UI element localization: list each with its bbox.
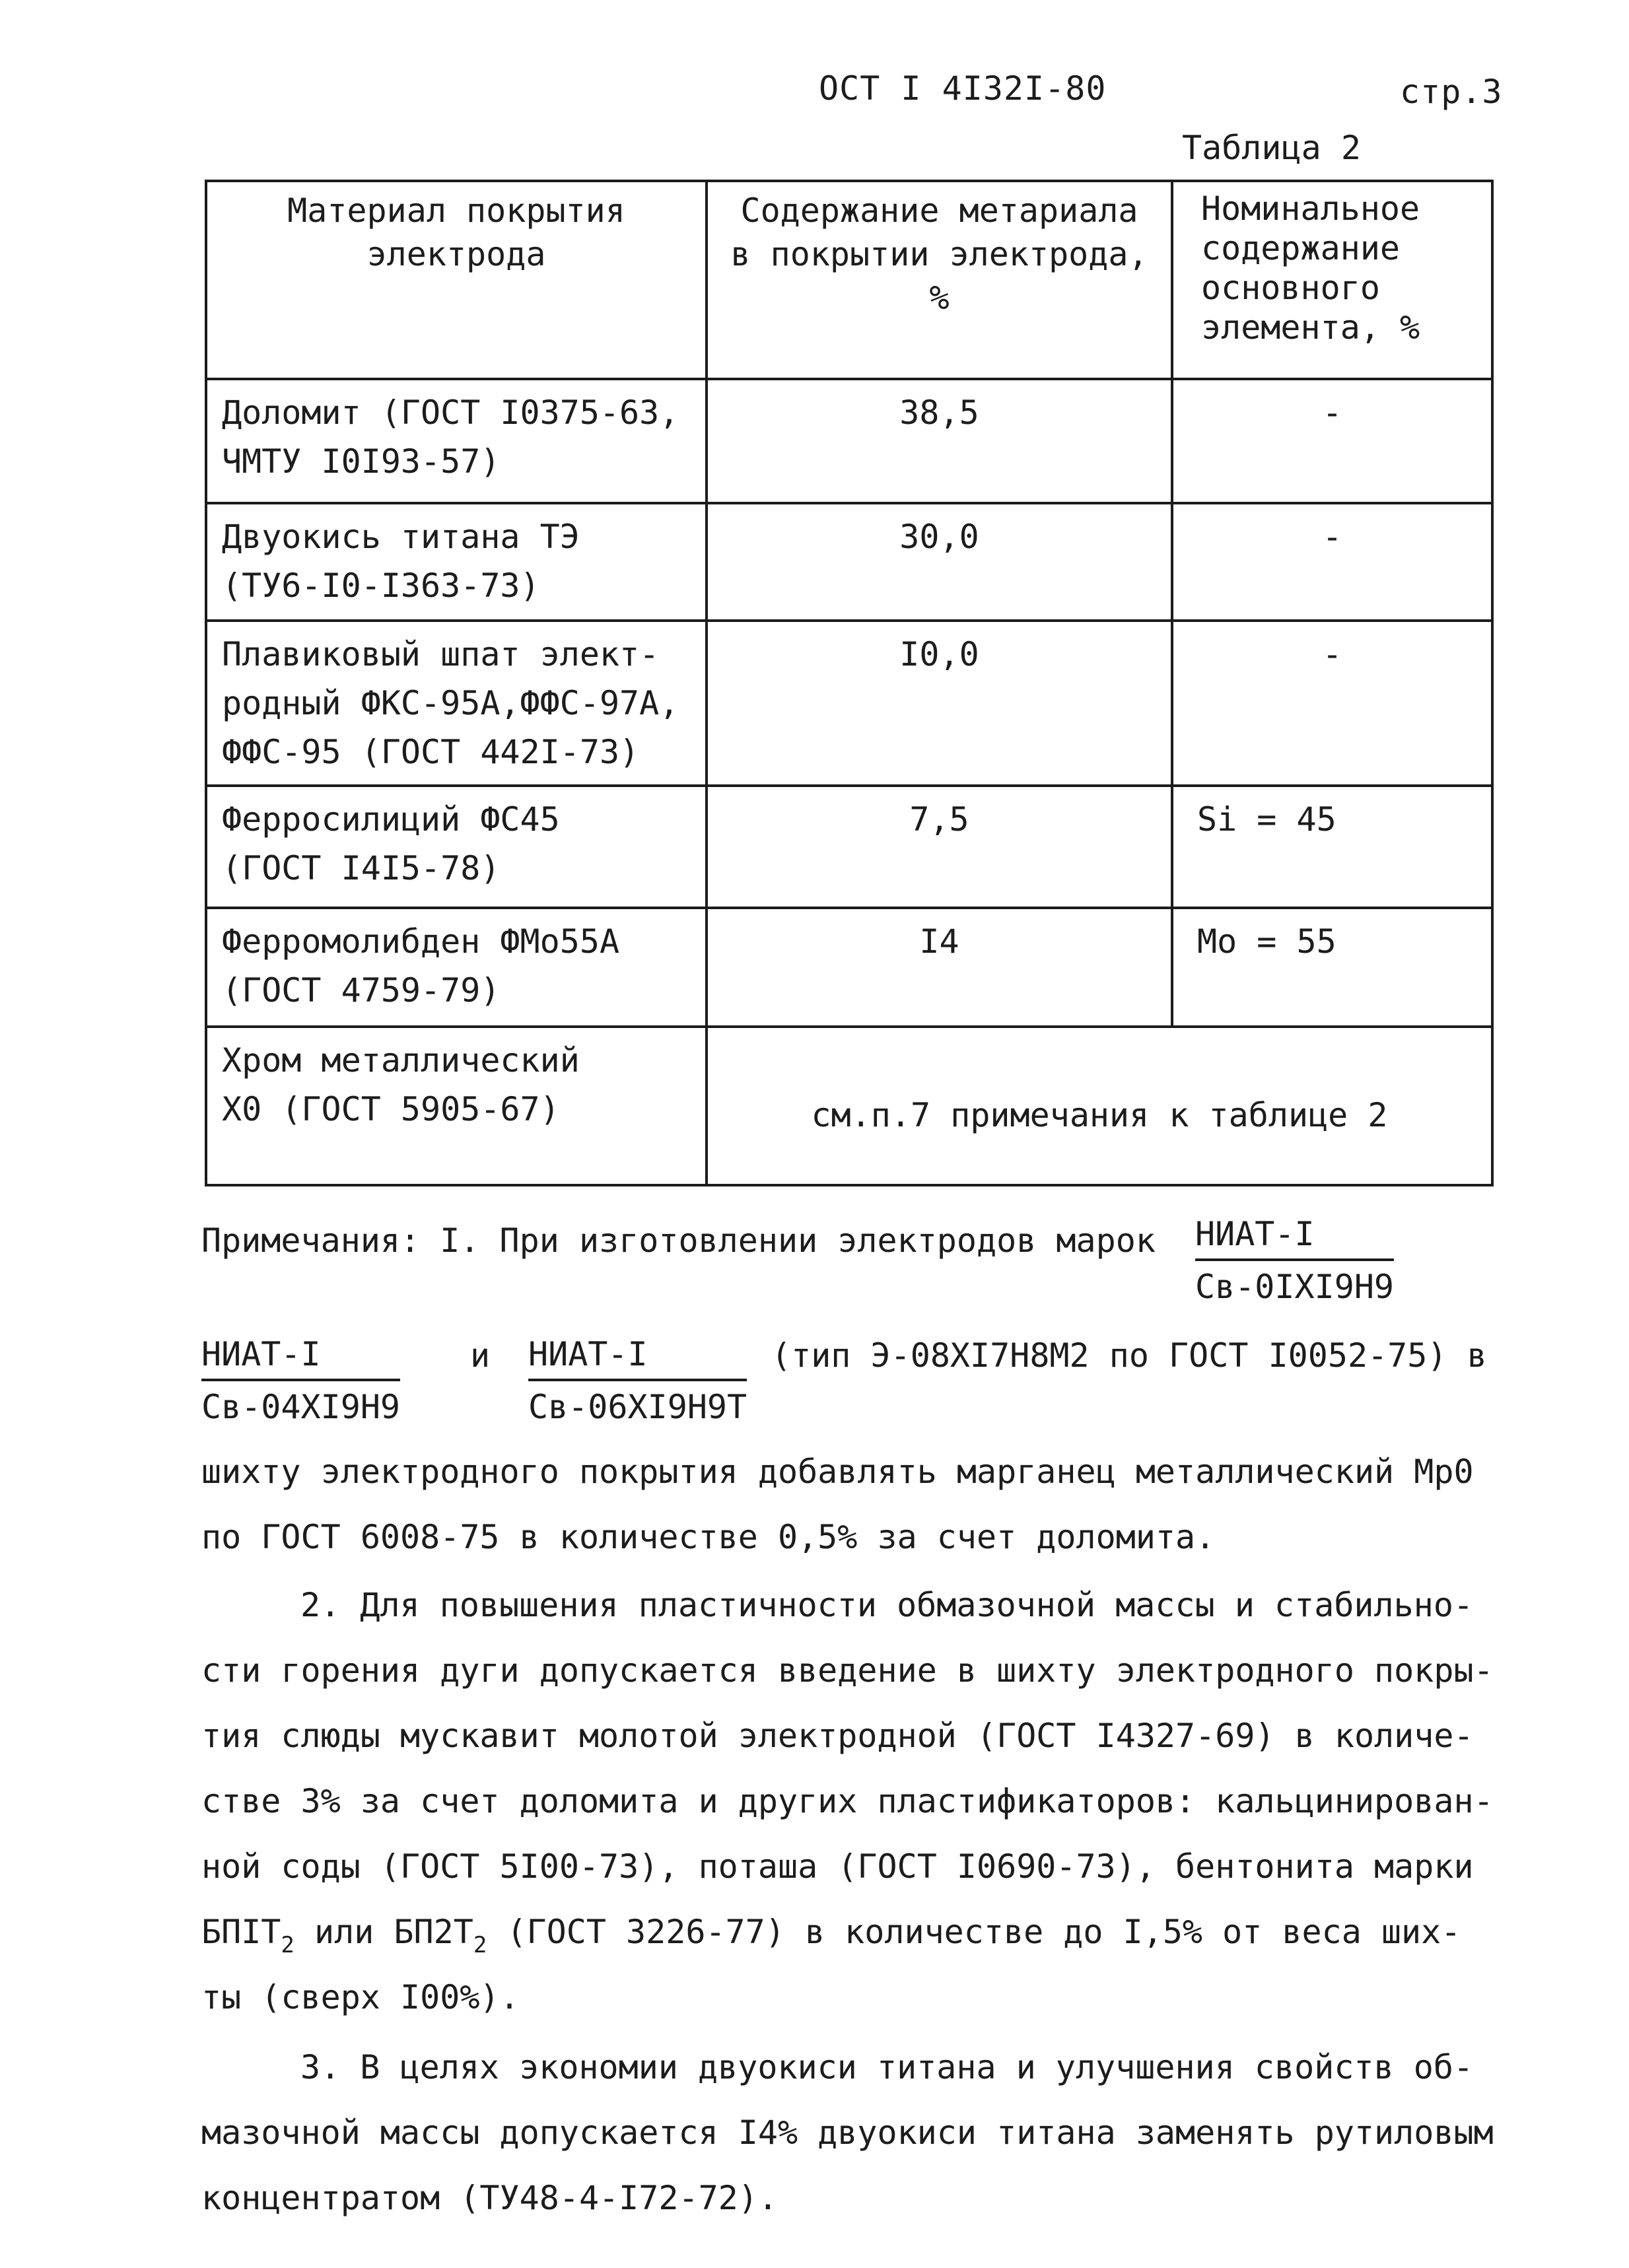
subscript: 2	[473, 1932, 487, 1958]
cell-material: Плавиковый шпат элект- родный ФКС-95А,ФФС-97А, ФФС-95 (ГОСТ 442I-73)	[206, 621, 707, 786]
fraction-niat-sv04	[201, 1332, 400, 1429]
page-number: стр.3	[1400, 73, 1503, 111]
document-code: ОСТ I 4I32I-80	[819, 69, 1107, 108]
note-2-line-7: ты (сверх I00%).	[201, 1978, 520, 2016]
note-1-line-3: шихту электродного покрытия добавлять марганец металлический Мр0	[201, 1453, 1474, 1491]
table-row	[206, 1027, 1492, 1185]
fraction-denominator: Св-04XI9Н9	[201, 1388, 401, 1426]
cell-content: 30,0	[707, 503, 1172, 621]
fraction-denominator: Св-06XI9Н9Т	[528, 1388, 747, 1426]
table-label: Таблица 2	[1182, 129, 1361, 167]
conjunction: и	[470, 1336, 491, 1375]
fraction-niat-sv01	[1195, 1212, 1394, 1309]
cell-content: 7,5	[707, 786, 1172, 908]
note-3-line-2: мазочной массы допускается I4% двуокиси титана заменять рутиловым	[201, 2113, 1494, 2152]
note-2-line-4: стве 3% за счет доломита и других пластификаторов: кальцинирован-	[201, 1782, 1494, 1820]
fraction-denominator: Св-0IXI9Н9	[1195, 1268, 1395, 1306]
note-1-intro: Примечания: I. При изготовлении электродов марок	[201, 1221, 1156, 1260]
note-1-type: (тип Э-08XI7Н8М2 по ГОСТ I0052-75) в	[771, 1336, 1487, 1375]
fraction-numerator: НИАТ-I	[1195, 1212, 1394, 1261]
table-header-row	[206, 181, 1492, 379]
fraction-numerator: НИАТ-I	[201, 1332, 400, 1381]
note-2-line-2: сти горения дуги допускается введение в шихту электродного покры-	[201, 1651, 1494, 1690]
cell-element: -	[1172, 503, 1492, 621]
cell-material: Доломит (ГОСТ I0375-63, ЧМТУ I0I93-57)	[206, 379, 707, 503]
cell-content: I0,0	[707, 621, 1172, 786]
table-row	[206, 908, 1492, 1027]
note-3-line-1: 3. В целях экономии двуокиси титана и улучшения свойств об-	[300, 2048, 1474, 2086]
cell-content: 38,5	[707, 379, 1172, 503]
column-header-element: Номинальное содержание основного элемента, %	[1172, 181, 1492, 379]
fraction-niat-sv06	[528, 1332, 747, 1429]
table-row	[206, 786, 1492, 908]
table-row	[206, 621, 1492, 786]
note-2-line-3: тия слюды мускавит молотой электродной (ГОСТ I4327-69) в количе-	[201, 1717, 1474, 1755]
cell-element: -	[1172, 621, 1492, 786]
fraction-numerator: НИАТ-I	[528, 1332, 747, 1381]
cell-element: Si = 45	[1172, 786, 1492, 908]
subscript: 2	[281, 1932, 295, 1958]
cell-content: I4	[707, 908, 1172, 1027]
text-segment: или БП2Т	[294, 1913, 473, 1951]
cell-material: Ферромолибден ФМо55А (ГОСТ 4759-79)	[206, 908, 707, 1027]
note-1-line-4: по ГОСТ 6008-75 в количестве 0,5% за счет доломита.	[201, 1518, 1216, 1556]
column-header-content: Содержание метариала в покрытии электрода, %	[707, 181, 1172, 379]
cell-material: Двуокись титана ТЭ (ТУ6-I0-I363-73)	[206, 503, 707, 621]
table-row	[206, 503, 1492, 621]
materials-table	[205, 180, 1494, 1186]
column-header-material: Материал покрытия электрода	[206, 181, 707, 379]
note-3-line-3: концентратом (ТУ48-4-I72-72).	[201, 2179, 778, 2217]
text-segment: (ГОСТ 3226-77) в количестве до I,5% от веса ших-	[487, 1913, 1461, 1951]
text-segment: БПIТ	[201, 1913, 281, 1951]
cell-element: -	[1172, 379, 1492, 503]
cell-element: Mo = 55	[1172, 908, 1492, 1027]
note-2-line-1: 2. Для повышения пластичности обмазочной массы и стабильно-	[300, 1586, 1474, 1624]
note-2-line-6	[201, 1910, 1461, 1967]
cell-material: Ферросилиций ФС45 (ГОСТ I4I5-78)	[206, 786, 707, 908]
note-2-line-5: ной соды (ГОСТ 5I00-73), поташа (ГОСТ I0690-73), бентонита марки	[201, 1847, 1474, 1886]
table-row	[206, 379, 1492, 503]
cell-material: Хром металлический Х0 (ГОСТ 5905-67)	[206, 1027, 707, 1185]
cell-merged-note: см.п.7 примечания к таблице 2	[707, 1027, 1492, 1185]
